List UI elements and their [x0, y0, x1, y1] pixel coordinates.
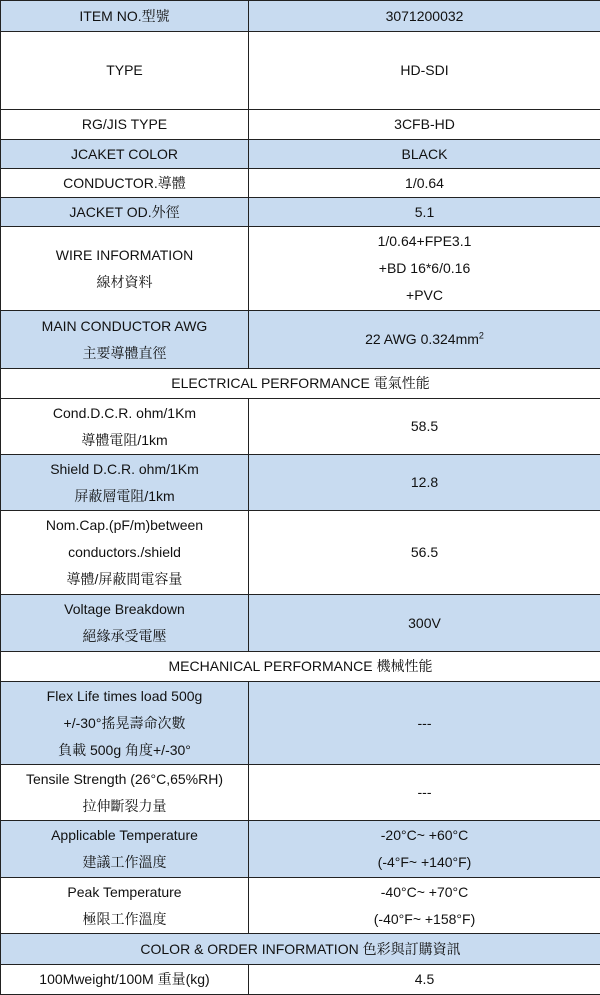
wire-info-label-en: WIRE INFORMATION — [7, 242, 242, 269]
applicable-temp-label-en: Applicable Temperature — [7, 822, 242, 849]
tensile-value: --- — [249, 765, 600, 821]
main-awg-label-en: MAIN CONDUCTOR AWG — [7, 313, 242, 340]
jacket-color-value: BLACK — [249, 140, 600, 169]
rg-jis-value: 3CFB-HD — [249, 110, 600, 140]
cond-dcr-label-zh: 導體電阻/1km — [7, 427, 242, 454]
row-peak-temp — [1, 878, 600, 934]
mechanical-section-title: MECHANICAL PERFORMANCE 機械性能 — [1, 652, 600, 682]
nom-cap-label-1: Nom.Cap.(pF/m)between — [7, 512, 242, 539]
peak-temp-label-en: Peak Temperature — [7, 879, 242, 906]
row-jacket-color — [1, 140, 600, 169]
conductor-value: 1/0.64 — [249, 169, 600, 198]
flex-life-label-1: Flex Life times load 500g — [7, 683, 242, 710]
main-awg-value — [249, 311, 600, 369]
tensile-label — [1, 765, 249, 821]
wire-info-value — [249, 227, 600, 311]
cond-dcr-value: 58.5 — [249, 399, 600, 455]
section-color-order — [1, 934, 600, 965]
row-tensile — [1, 765, 600, 821]
weight-label: 100Mweight/100M 重量(kg) — [1, 965, 249, 995]
flex-life-label — [1, 682, 249, 765]
row-jacket-od — [1, 198, 600, 227]
applicable-temp-label — [1, 821, 249, 878]
peak-temp-value — [249, 878, 600, 934]
voltage-label-en: Voltage Breakdown — [7, 596, 242, 623]
wire-info-label — [1, 227, 249, 311]
main-awg-label — [1, 311, 249, 369]
shield-dcr-label-en: Shield D.C.R. ohm/1Km — [7, 456, 242, 483]
electrical-section-title: ELECTRICAL PERFORMANCE 電氣性能 — [1, 369, 600, 399]
main-awg-label-zh: 主要導體直徑 — [7, 340, 242, 367]
applicable-temp-fahrenheit: (-4°F~ +140°F) — [255, 849, 594, 876]
tensile-label-zh: 拉伸斷裂力量 — [7, 793, 242, 820]
row-shield-dcr — [1, 455, 600, 511]
flex-life-label-2: +/-30°搖晃壽命次數 — [7, 710, 242, 737]
wire-info-value-3: +PVC — [255, 282, 594, 309]
type-label: TYPE — [1, 32, 249, 110]
applicable-temp-celsius: -20°C~ +60°C — [255, 822, 594, 849]
main-awg-value-sup: 2 — [479, 330, 484, 340]
row-applicable-temp — [1, 821, 600, 878]
peak-temp-celsius: -40°C~ +70°C — [255, 879, 594, 906]
jacket-od-value: 5.1 — [249, 198, 600, 227]
section-mechanical — [1, 652, 600, 682]
voltage-label-zh: 絕緣承受電壓 — [7, 623, 242, 650]
voltage-value: 300V — [249, 595, 600, 652]
peak-temp-label — [1, 878, 249, 934]
row-rg-jis — [1, 110, 600, 140]
row-type — [1, 32, 600, 110]
row-main-awg — [1, 311, 600, 369]
row-nom-cap — [1, 511, 600, 595]
nom-cap-label — [1, 511, 249, 595]
row-item-no — [1, 1, 600, 32]
shield-dcr-label-zh: 屏蔽層電阻/1km — [7, 483, 242, 510]
cond-dcr-label — [1, 399, 249, 455]
wire-info-value-1: 1/0.64+FPE3.1 — [255, 228, 594, 255]
wire-info-value-2: +BD 16*6/0.16 — [255, 255, 594, 282]
row-voltage — [1, 595, 600, 652]
jacket-od-label: JACKET OD.外徑 — [1, 198, 249, 227]
jacket-color-label: JCAKET COLOR — [1, 140, 249, 169]
color-order-section-title: COLOR & ORDER INFORMATION 色彩與訂購資訊 — [1, 934, 600, 965]
applicable-temp-label-zh: 建議工作溫度 — [7, 849, 242, 876]
weight-value: 4.5 — [249, 965, 600, 995]
row-weight — [1, 965, 600, 995]
peak-temp-fahrenheit: (-40°F~ +158°F) — [255, 906, 594, 933]
row-wire-info — [1, 227, 600, 311]
type-value: HD-SDI — [249, 32, 600, 110]
item-no-label: ITEM NO.型號 — [1, 1, 249, 32]
rg-jis-label: RG/JIS TYPE — [1, 110, 249, 140]
section-electrical — [1, 369, 600, 399]
wire-info-label-zh: 線材資料 — [7, 269, 242, 296]
shield-dcr-value: 12.8 — [249, 455, 600, 511]
item-no-value: 3071200032 — [249, 1, 600, 32]
row-flex-life — [1, 682, 600, 765]
tensile-label-en: Tensile Strength (26°C,65%RH) — [7, 766, 242, 793]
row-cond-dcr — [1, 399, 600, 455]
nom-cap-value: 56.5 — [249, 511, 600, 595]
shield-dcr-label — [1, 455, 249, 511]
row-conductor — [1, 169, 600, 198]
nom-cap-label-2: conductors./shield — [7, 539, 242, 566]
applicable-temp-value — [249, 821, 600, 878]
conductor-label: CONDUCTOR.導體 — [1, 169, 249, 198]
flex-life-value: --- — [249, 682, 600, 765]
peak-temp-label-zh: 極限工作溫度 — [7, 906, 242, 933]
nom-cap-label-zh: 導體/屏蔽間電容量 — [7, 566, 242, 593]
cond-dcr-label-en: Cond.D.C.R. ohm/1Km — [7, 400, 242, 427]
voltage-label — [1, 595, 249, 652]
main-awg-value-text: 22 AWG 0.324mm — [365, 331, 479, 347]
flex-life-label-3: 負載 500g 角度+/-30° — [7, 737, 242, 764]
